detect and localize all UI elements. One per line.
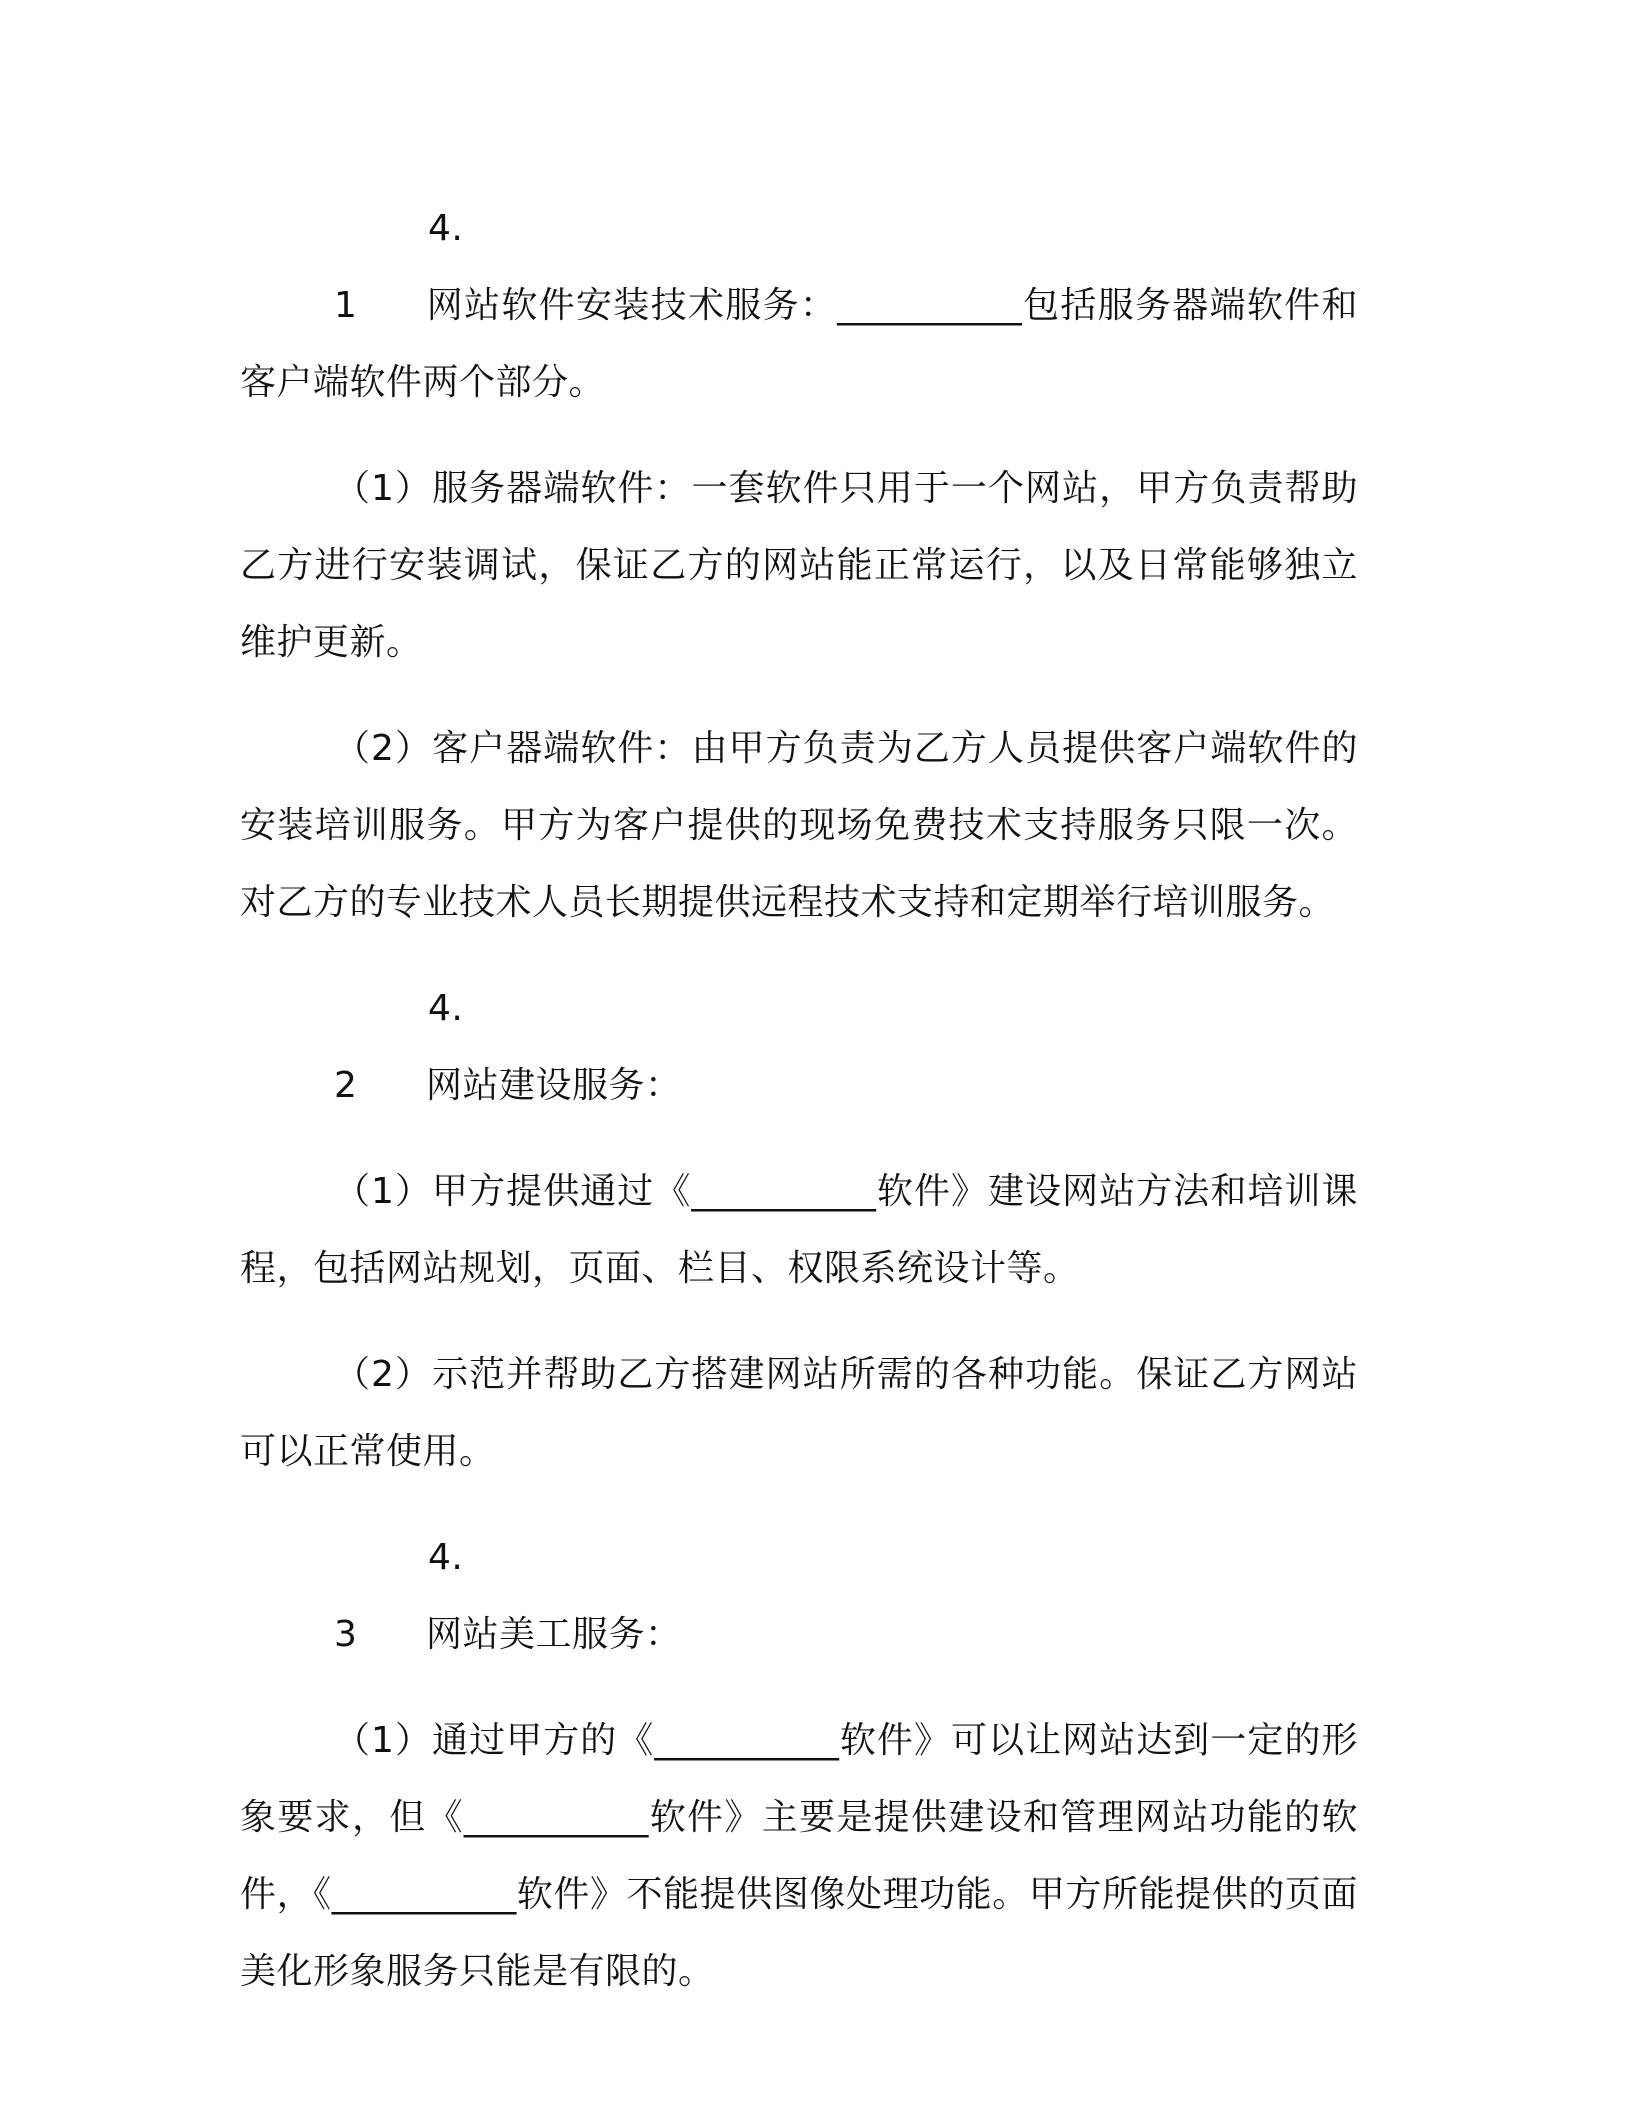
paragraph-text: （2）示范并帮助乙方搭建网站所需的各种功能。保证乙方网站可以正常使用。 [240, 1354, 1358, 1472]
paragraph-text: （1）甲方提供通过《__________软件》建设网站方法和培训课程，包括网站规划，页面、栏目、权限系统设计等。 [240, 1171, 1358, 1289]
paragraph-server-software [240, 450, 1358, 681]
paragraph-website-design [240, 1702, 1358, 2010]
paragraph-website-demo [240, 1336, 1358, 1490]
section-text: 网站美工服务： [426, 1614, 682, 1655]
paragraph-client-software [240, 710, 1358, 941]
section-4-3 [240, 1519, 1358, 1673]
section-number: 4.1 [334, 208, 464, 326]
paragraph-text: （1）服务器端软件：一套软件只用于一个网站，甲方负责帮助乙方进行安装调试，保证乙方的网站能正常运行，以及日常能够独立维护更新。 [240, 468, 1358, 663]
section-4-1 [240, 190, 1358, 421]
section-4-2 [240, 970, 1358, 1124]
paragraph-website-training [240, 1153, 1358, 1307]
document-page [240, 190, 1358, 2039]
paragraph-text: （2）客户器端软件：由甲方负责为乙方人员提供客户端软件的安装培训服务。甲方为客户提供的现场免费技术支持服务只限一次。对乙方的专业技术人员长期提供远程技术支持和定期举行培训服务。 [240, 728, 1358, 923]
section-number: 4.3 [334, 1537, 464, 1655]
section-number: 4.2 [334, 988, 464, 1106]
paragraph-text: （1）通过甲方的《__________软件》可以让网站达到一定的形象要求，但《__________软件》主要是提供建设和管理网站功能的软件，《__________软件》不能提供图像处理功能。甲方所能提供的页面美化形象服务只能是有限的。 [240, 1720, 1358, 1992]
section-text: 网站建设服务： [426, 1065, 682, 1106]
section-text: 网站软件安装技术服务：__________包括服务器端软件和客户端软件两个部分。 [240, 285, 1358, 403]
